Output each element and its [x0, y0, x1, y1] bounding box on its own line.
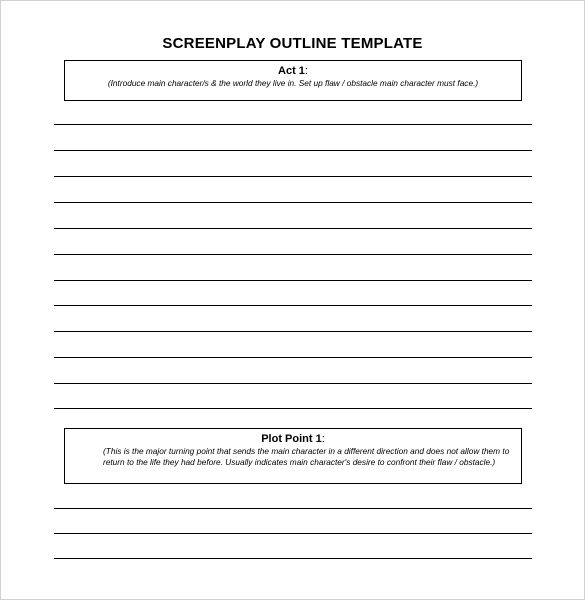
writing-line[interactable] [54, 558, 532, 559]
plot-point-1-heading-colon: : [321, 433, 325, 445]
document-title: SCREENPLAY OUTLINE TEMPLATE [162, 35, 423, 52]
act-1-description: (Introduce main character/s & the world they live in. Set up flaw / obstacle main character must face.) [107, 78, 479, 88]
writing-line[interactable] [54, 508, 532, 509]
act-1-heading-text: Act 1 [278, 65, 305, 77]
plot-point-1-description: (This is the major turning point that sends the main character in a different direction and does not allow them to return to the life they had before. Usually indicates main character's desire to confront their flaw / obstacle.) [103, 446, 510, 467]
writing-line[interactable] [54, 533, 532, 534]
act-1-heading-colon: : [304, 65, 308, 77]
plot-point-1-heading-text: Plot Point 1 [261, 433, 322, 445]
